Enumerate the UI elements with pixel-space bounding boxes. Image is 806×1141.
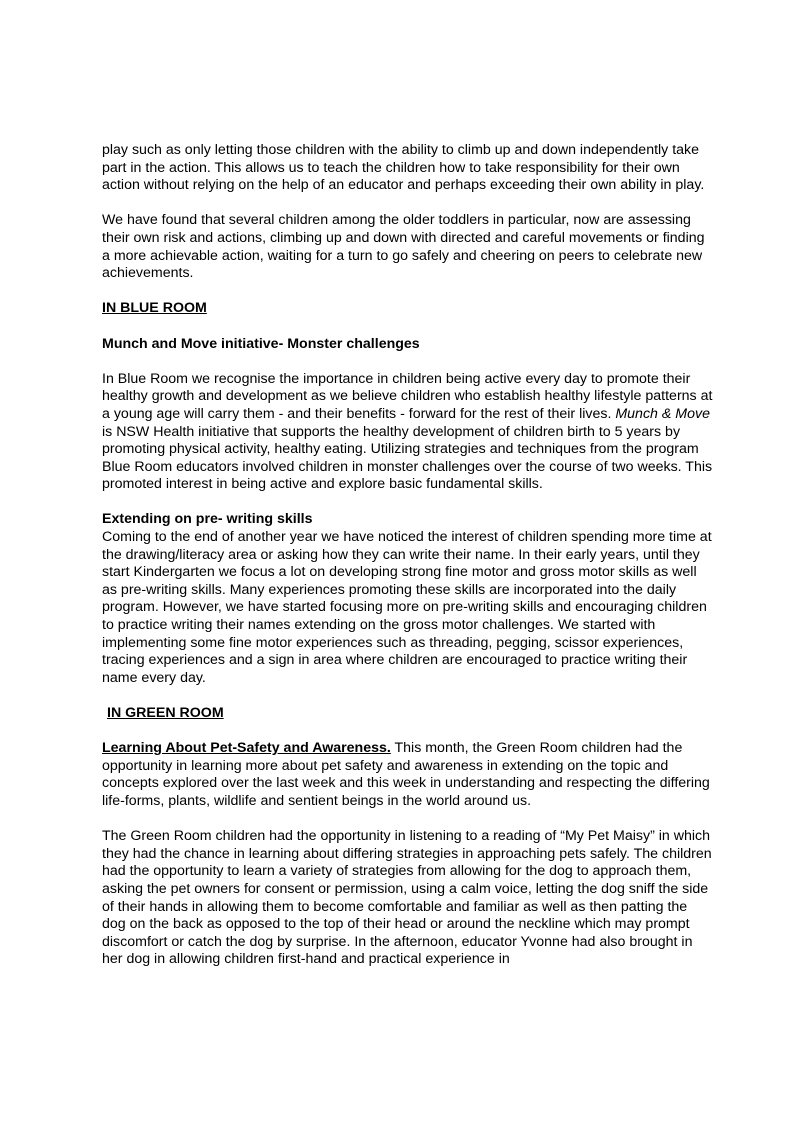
spacer bbox=[102, 723, 714, 741]
munch-move-text-start: In Blue Room we recognise the importance in children being active every day to promote their healthy growth and development as we believe children who establish healthy lifestyle patterns at a young age will carry them - and their benefits - forward for the rest of their lives. bbox=[102, 370, 713, 422]
munch-move-paragraph bbox=[102, 371, 714, 494]
pet-safety-heading: Learning About Pet-Safety and Awareness. bbox=[102, 740, 391, 757]
pre-writing-heading: Extending on pre- writing skills bbox=[102, 511, 313, 528]
munch-move-heading: Munch and Move initiative- Monster challenges bbox=[102, 335, 420, 352]
pre-writing-paragraph: Coming to the end of another year we have noticed the interest of children spending more time at the drawing/literacy area or asking how they can write their name. In their early years, until they start Kindergarten we focus a lot on developing strong fine motor and gross motor skills as well as pre-writing skills. Many experiences promoting these skills are incorporated into the daily program. However, we have started focusing more on pre-writing skills and encouraging children to practice writing their names extending on the gross motor challenges. We started with implementing some fine motor experiences such as threading, pegging, scissor experiences, tracing experiences and a sign in area where children are encouraged to practice writing their name every day. bbox=[102, 529, 712, 686]
munch-move-text-end: is NSW Health initiative that supports the healthy development of children birth to 5 years by promoting physical activity, healthy eating. Utilizing strategies and techniques from the program Blue Room educators involved children in monster challenges over the course of two weeks. This promoted interest in being active and explore basic fundamental skills. bbox=[102, 423, 713, 493]
spacer bbox=[102, 494, 714, 512]
spacer bbox=[102, 687, 714, 705]
spacer bbox=[102, 318, 714, 336]
my-pet-maisy-paragraph: The Green Room children had the opportunity in listening to a reading of “My Pet Maisy” in which they had the chance in learning about differing strategies in approaching pets safely. The children had the opportunity to learn a variety of strategies from allowing for the dog to approach them, asking the pet owners for consent or permission, using a calm voice, letting the dog sniff the side of their hands in allowing them to become comfortable and familiar as well as then patting the dog on the back as opposed to the top of their head or around the neckline which may prompt discomfort or catch the dog by surprise. In the afternoon, educator Yvonne had also brought in her dog in allowing children first-hand and practical experience in bbox=[102, 828, 712, 968]
spacer bbox=[102, 353, 714, 371]
toddlers-paragraph: We have found that several children among the older toddlers in particular, now are assessing their own risk and actions, climbing up and down with directed and careful movements or finding a more achievable action, waiting for a turn to go safely and cheering on peers to celebrate new achievements. bbox=[102, 212, 705, 282]
blue-room-heading: IN BLUE ROOM bbox=[102, 300, 207, 317]
spacer bbox=[102, 811, 714, 829]
spacer bbox=[102, 283, 714, 301]
pet-safety-paragraph bbox=[102, 740, 714, 810]
pet-safety-text: This month, the Green Room children had the opportunity in learning more about pet safety and awareness in extending on the topic and concepts explored over the last week and this week in understanding and respecting the differing life-forms, plants, wildlife and sentient beings in the world around us. bbox=[102, 740, 710, 809]
spacer bbox=[102, 195, 714, 213]
munch-move-program-name: Munch & Move bbox=[615, 405, 710, 422]
intro-paragraph: play such as only letting those children with the ability to climb up and down independently take part in the action. This allows us to teach the children how to take responsibility for their own action without relying on the help of an educator and perhaps exceeding their own ability in play. bbox=[102, 142, 705, 194]
document-body bbox=[102, 142, 714, 969]
green-room-heading: IN GREEN ROOM bbox=[107, 705, 224, 721]
